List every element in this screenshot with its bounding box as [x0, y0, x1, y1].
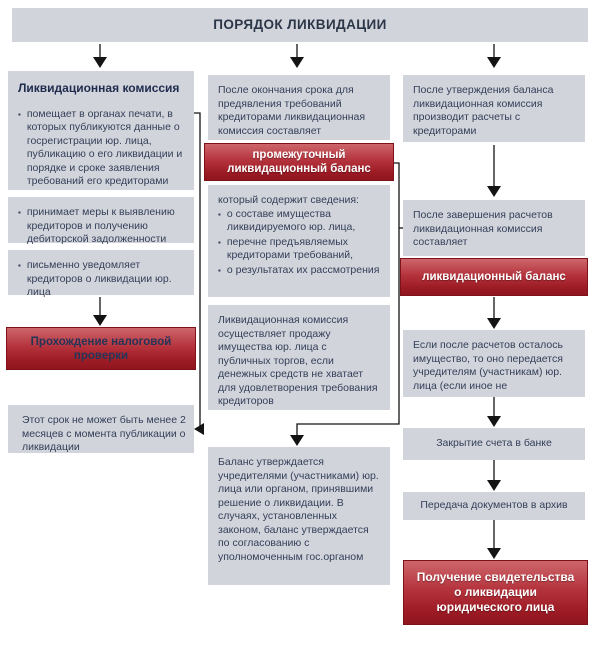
contents-bullet-results [218, 264, 382, 278]
arrow-header-to-left-column [93, 44, 107, 68]
arrow-close-account-to-archive [487, 460, 501, 491]
remaining-property-box: Если после расчетов осталось имущество, то оно передается учредителям (участникам) юр. лица (если иное не [403, 330, 585, 397]
term-note-box: Этот срок не может быть менее 2 месяцев с момента публикации о ликвидации [8, 405, 194, 453]
commission-measures-box [8, 197, 194, 243]
bullet-text: ▪ принимает меры к выявлению кредиторов и получению дебиторской задолженности [26, 206, 175, 245]
arrow-notify-to-tax-check [93, 297, 107, 326]
balance-approval-box: Баланс утверждается учредителями (участниками) юр. лица или органом, принявшими решение о ликвидации. В случаях, установленных законом, баланс утверждается по согласованию с уполномоченным гос.органом [208, 447, 390, 585]
commission-box [8, 71, 194, 190]
bullet-text: ▪ помещает в органах печати, в которых публикуются данные о госрегистрации юр. лица, публикацию о его ликвидации и порядке и сроке заявления требований его кредиторами [26, 107, 183, 187]
bullet-text: ▪ о результатах их рассмотрения [226, 263, 380, 276]
commission-bullet-publish [18, 108, 186, 189]
after-approval-box: После утверждения баланса ликвидационная комиссия производит расчеты с кредиторами [403, 75, 585, 142]
balance-contents-box [208, 185, 390, 297]
after-settlement-box: После завершения расчетов ликвидационная комиссия составляет [403, 200, 585, 256]
arrow-archive-to-certificate [487, 520, 501, 559]
property-sale-box: Ликвидационная комиссия осуществляет продажу имущества юр. лица с публичных торгов, если денежных средств не хватает для удовлетворения требования кредиторов [208, 305, 390, 410]
arrow-header-to-middle-column [290, 44, 304, 68]
connector-commission-to-term-note [194, 113, 204, 435]
contents-bullet-claims [218, 236, 382, 263]
contents-bullet-property [218, 208, 382, 235]
tax-check-box: Прохождение налоговой проверки [6, 327, 196, 370]
arrow-settlements-to-after-settlement [487, 145, 501, 197]
certificate-box: Получение свидетельства о ликвидации юридического лица [403, 560, 588, 625]
commission-bullet-notify [18, 259, 186, 300]
bullet-text: ▪ письменно уведомляет кредиторов о ликвидации юр. лица [26, 259, 172, 298]
balance-contents-intro: который содержит сведения: [218, 194, 359, 206]
commission-bullet-measures [18, 206, 186, 247]
arrow-header-to-right-column [487, 44, 501, 68]
final-balance-box: ликвидационный баланс [400, 258, 588, 296]
commission-notify-box [8, 250, 194, 298]
commission-title: Ликвидационная комиссия [18, 81, 180, 95]
archive-box: Передача документов в архив [403, 492, 585, 520]
bullet-text: ▪ о составе имущества ликвидируемого юр. лица, [226, 207, 356, 233]
interim-balance-box: промежуточный ликвидационный баланс [204, 143, 394, 181]
arrow-final-balance-to-property [487, 297, 501, 329]
close-account-box: Закрытие счета в банке [403, 428, 585, 460]
arrow-property-to-close-account [487, 397, 501, 427]
page-title: ПОРЯДОК ЛИКВИДАЦИИ [12, 8, 588, 42]
after-deadline-box: После окончания срока для предявления требований кредиторами ликвидационная комиссия составляет [208, 75, 390, 140]
bullet-text: ▪ перечне предъявляемых кредиторами требований, [226, 235, 354, 261]
